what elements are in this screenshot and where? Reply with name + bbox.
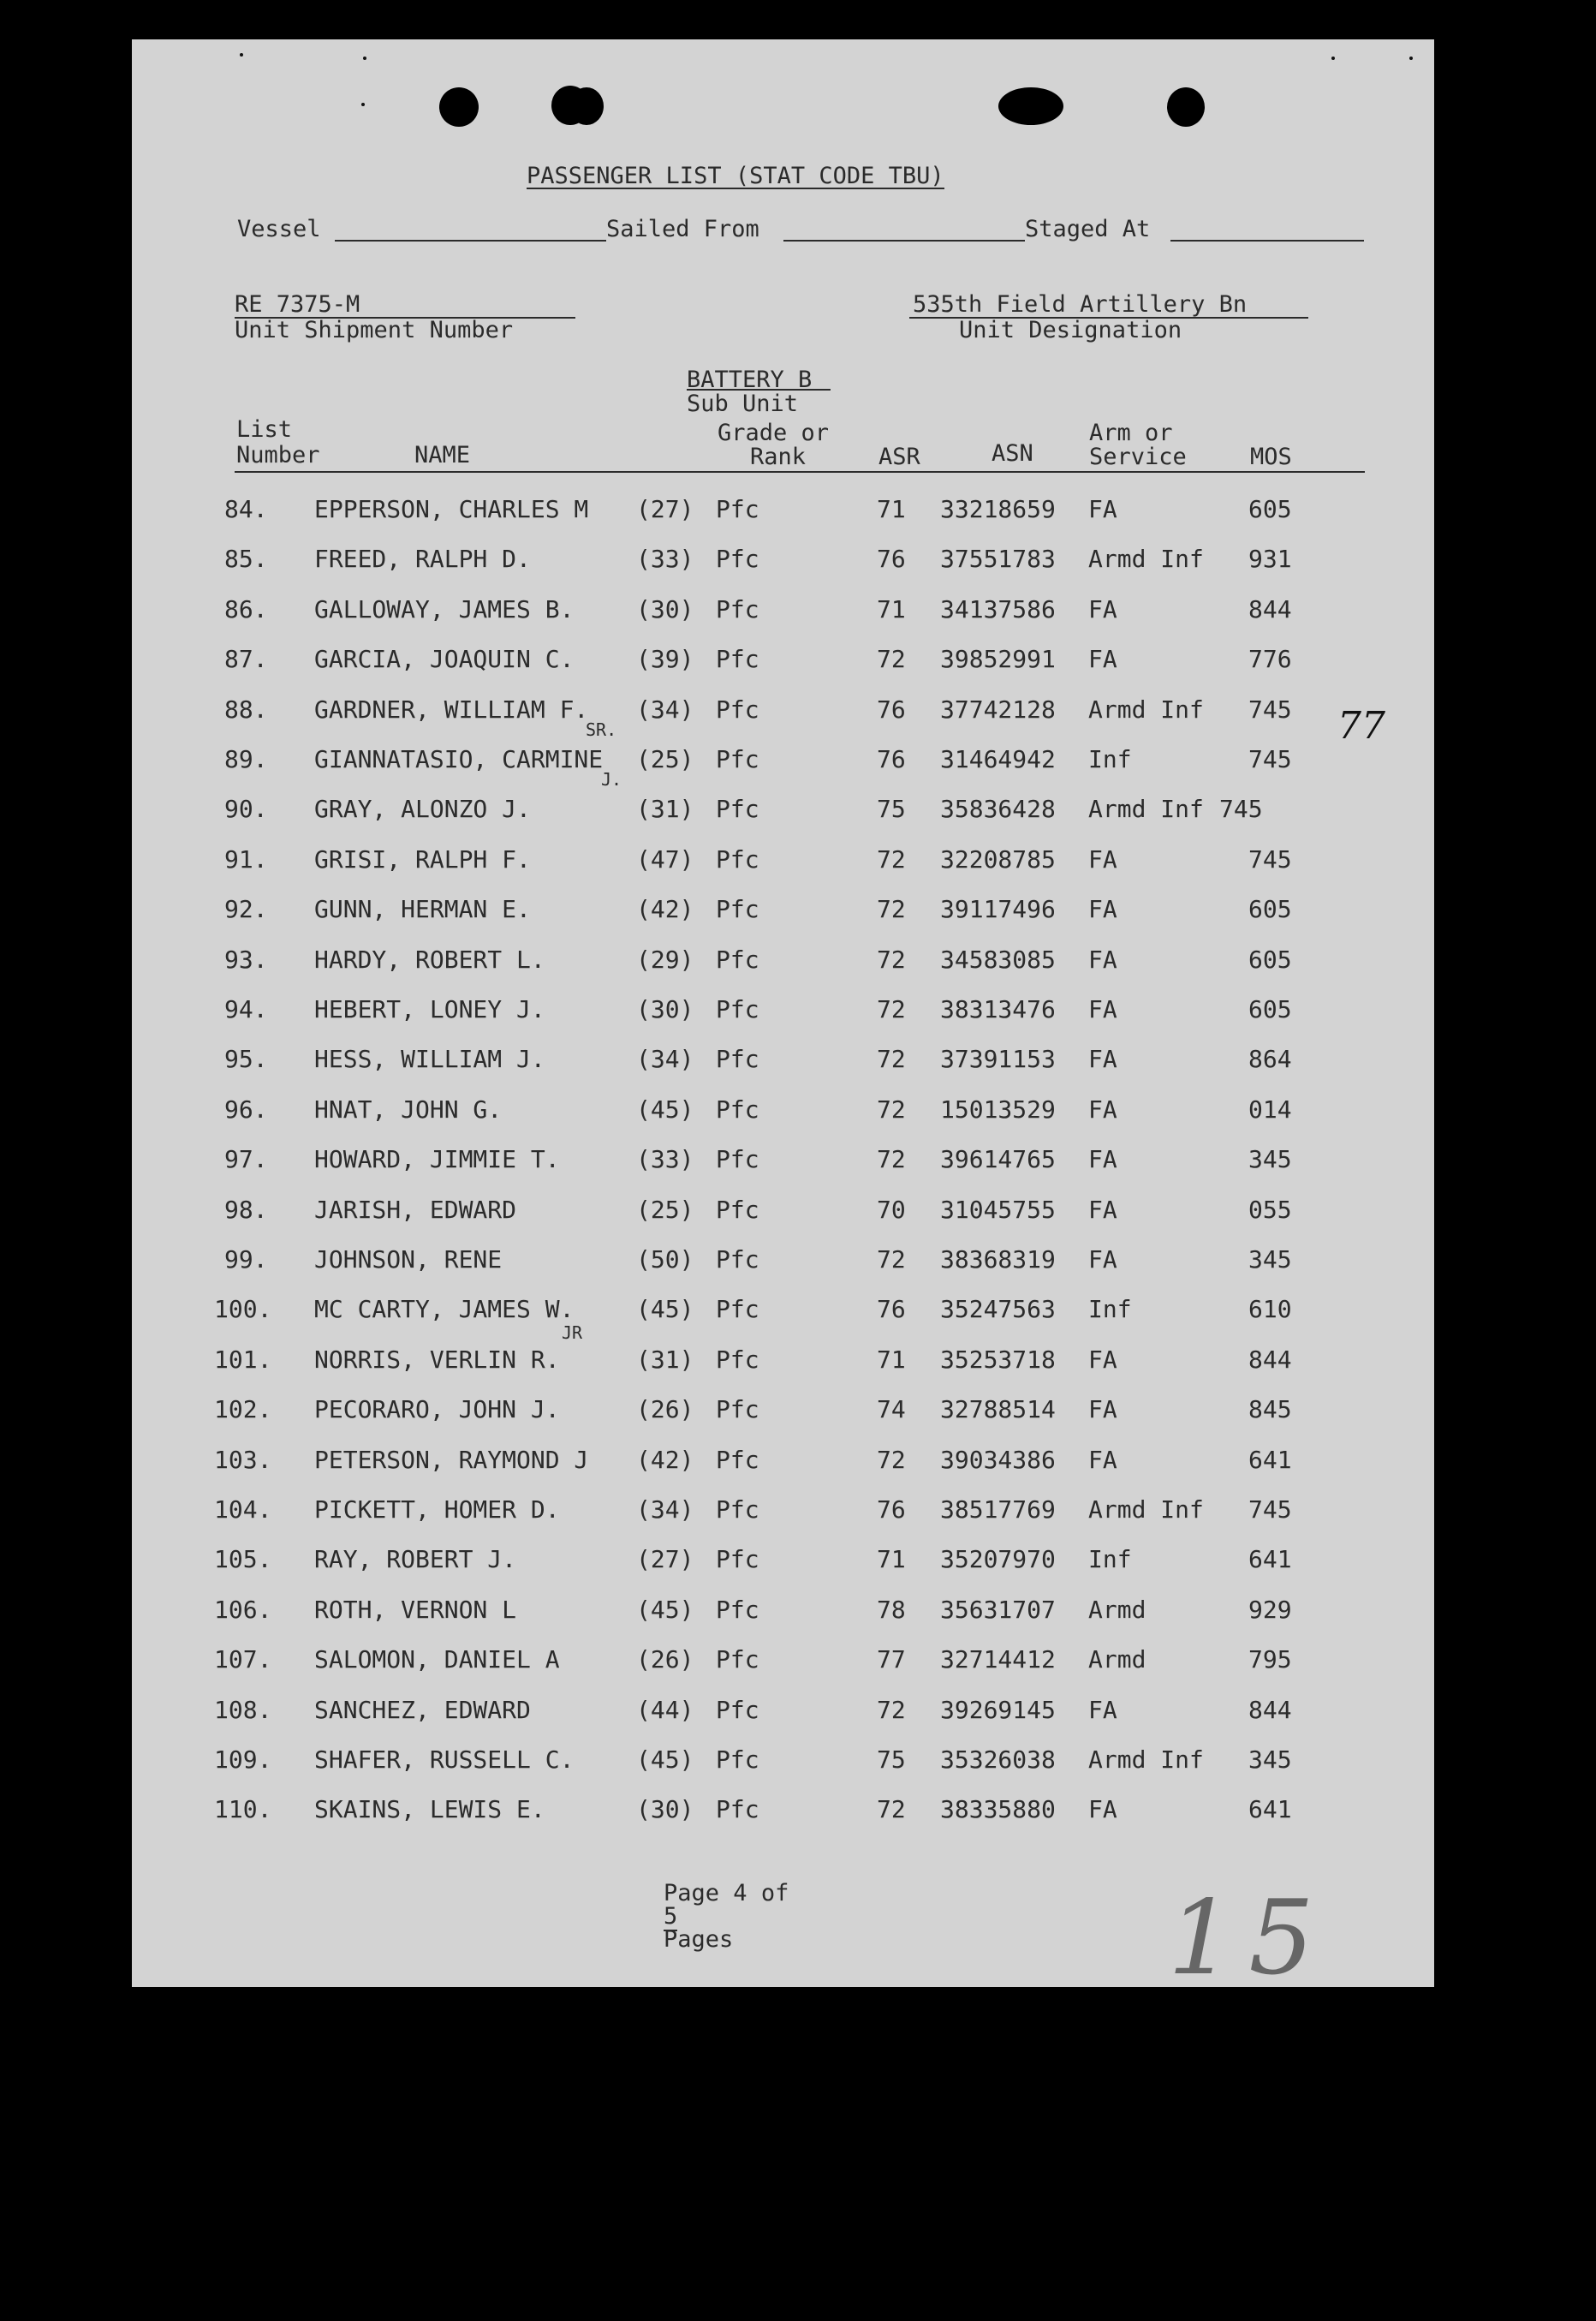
table-row [132, 745, 1434, 779]
passenger-name: EPPERSON, CHARLES M [314, 495, 589, 523]
asr: 76 [877, 1295, 906, 1324]
table-row [132, 1645, 1434, 1680]
asr: 72 [877, 1095, 906, 1124]
col-asr: ASR [878, 444, 920, 470]
col-name: NAME [414, 442, 471, 468]
grade: Pfc [716, 1345, 759, 1374]
col-rank: Rank [750, 444, 807, 470]
age: (45) [636, 1595, 694, 1624]
passenger-name: GRISI, RALPH F. [314, 844, 531, 874]
passenger-name: PICKETT, HOMER D. [314, 1495, 560, 1524]
arm-service: Inf [1088, 745, 1132, 773]
asr: 76 [877, 745, 906, 773]
mos: 776 [1248, 645, 1292, 674]
arm-service: FA [1088, 1345, 1117, 1374]
passenger-name: GUNN, HERMAN E. [314, 895, 531, 924]
arm-service: Armd Inf [1088, 795, 1204, 824]
table-row [132, 1045, 1434, 1079]
speck [363, 57, 366, 60]
arm-service: FA [1088, 1795, 1117, 1824]
grade: Pfc [716, 795, 759, 824]
vessel-blank [335, 240, 606, 242]
grade: Pfc [716, 1095, 759, 1124]
table-row [132, 946, 1434, 980]
name-suffix-jr: JR [562, 1322, 583, 1343]
arm-service: FA [1088, 594, 1117, 624]
list-number: 102. [214, 1395, 272, 1424]
col-service: Service [1089, 444, 1187, 470]
grade: Pfc [716, 1295, 759, 1324]
passenger-name: JARISH, EDWARD [314, 1195, 517, 1224]
list-number: 91. [224, 844, 268, 874]
table-row [132, 795, 1434, 829]
handwritten-page-number: 15 [1168, 1879, 1330, 1998]
mos: 605 [1248, 995, 1292, 1023]
asr: 78 [877, 1595, 906, 1624]
asn: 35836428 [940, 795, 1056, 824]
handwritten-margin-mark: 77 [1337, 704, 1385, 748]
age: (39) [636, 645, 694, 674]
page-total: 5 [664, 1903, 678, 1930]
asn: 31045755 [940, 1195, 1056, 1224]
asr: 72 [877, 1045, 906, 1074]
grade: Pfc [716, 1395, 759, 1424]
asr: 72 [877, 1695, 906, 1724]
asr: 72 [877, 645, 906, 674]
asn: 35207970 [940, 1545, 1056, 1574]
mos: 844 [1248, 1695, 1292, 1724]
list-number: 109. [214, 1745, 272, 1774]
passenger-name: FREED, RALPH D. [314, 545, 531, 574]
grade: Pfc [716, 844, 759, 874]
list-number: 101. [214, 1345, 272, 1374]
grade: Pfc [716, 1045, 759, 1074]
col-grade: Grade or [718, 420, 830, 446]
mos: 605 [1248, 895, 1292, 924]
mos: 845 [1248, 1395, 1292, 1424]
mos: 345 [1248, 1745, 1292, 1774]
speck [361, 103, 365, 106]
punch-hole [1167, 87, 1205, 127]
mos: 605 [1248, 945, 1292, 974]
sailed-from-label: Sailed From [606, 216, 759, 242]
asn: 35631707 [940, 1595, 1056, 1624]
mos: 929 [1248, 1595, 1292, 1624]
passenger-name: HESS, WILLIAM J. [314, 1045, 545, 1074]
list-number: 97. [224, 1145, 268, 1174]
mos: 844 [1248, 594, 1292, 624]
age: (42) [636, 1445, 694, 1474]
asn: 38335880 [940, 1795, 1056, 1824]
staged-at-label: Staged At [1025, 216, 1151, 242]
list-number: 107. [214, 1645, 272, 1674]
table-row [132, 1545, 1434, 1579]
header-rule [235, 471, 1365, 473]
list-number: 96. [224, 1095, 268, 1124]
arm-service: FA [1088, 1045, 1117, 1074]
asr: 72 [877, 844, 906, 874]
asr: 72 [877, 945, 906, 974]
speck [240, 53, 243, 57]
asr: 70 [877, 1195, 906, 1224]
list-number: 92. [224, 895, 268, 924]
table-row [132, 495, 1434, 529]
asn: 37391153 [940, 1045, 1056, 1074]
asr: 76 [877, 695, 906, 724]
asn: 32714412 [940, 1645, 1056, 1674]
list-number: 104. [214, 1495, 272, 1524]
arm-service: Armd [1088, 1645, 1146, 1674]
arm-service: Armd Inf [1088, 695, 1204, 724]
passenger-name: ROTH, VERNON L [314, 1595, 517, 1624]
asr: 71 [877, 594, 906, 624]
mos: 605 [1248, 495, 1292, 523]
list-number: 95. [224, 1045, 268, 1074]
document-title: PASSENGER LIST (STAT CODE TBU) [527, 163, 944, 189]
list-number: 90. [224, 795, 268, 824]
table-row [132, 1795, 1434, 1829]
asr: 76 [877, 1495, 906, 1524]
age: (33) [636, 545, 694, 574]
asr: 71 [877, 1545, 906, 1574]
grade: Pfc [716, 1645, 759, 1674]
asn: 39614765 [940, 1145, 1056, 1174]
age: (45) [636, 1745, 694, 1774]
arm-service: FA [1088, 995, 1117, 1023]
asn: 34583085 [940, 945, 1056, 974]
asn: 31464942 [940, 745, 1056, 773]
mos: 745 [1248, 695, 1292, 724]
arm-service: FA [1088, 1695, 1117, 1724]
age: (30) [636, 594, 694, 624]
name-suffix-sr: SR. [586, 719, 617, 740]
arm-service: FA [1088, 895, 1117, 924]
passenger-name: RAY, ROBERT J. [314, 1545, 517, 1574]
grade: Pfc [716, 1495, 759, 1524]
passenger-name: GIANNATASIO, CARMINE [314, 745, 604, 773]
passenger-name: GALLOWAY, JAMES B. [314, 594, 575, 624]
asn: 32788514 [940, 1395, 1056, 1424]
table-row [132, 645, 1434, 679]
age: (27) [636, 1545, 694, 1574]
asr: 72 [877, 1795, 906, 1824]
asr: 76 [877, 545, 906, 574]
asr: 72 [877, 895, 906, 924]
mos: 345 [1248, 1145, 1292, 1174]
passenger-name: HEBERT, LONEY J. [314, 995, 545, 1023]
mos: 931 [1248, 545, 1292, 574]
passenger-name: PECORARO, JOHN J. [314, 1395, 560, 1424]
grade: Pfc [716, 545, 759, 574]
asn: 38368319 [940, 1245, 1056, 1274]
passenger-name: HOWARD, JIMMIE T. [314, 1145, 560, 1174]
col-asn: ASN [992, 440, 1033, 467]
table-row [132, 1245, 1434, 1280]
arm-service: FA [1088, 1145, 1117, 1174]
arm-service: FA [1088, 1095, 1117, 1124]
asn: 37551783 [940, 545, 1056, 574]
arm-service: Armd [1088, 1595, 1146, 1624]
age: (34) [636, 1495, 694, 1524]
age: (31) [636, 795, 694, 824]
shipment-number-label: Unit Shipment Number [235, 317, 514, 343]
list-number: 88. [224, 695, 268, 724]
grade: Pfc [716, 695, 759, 724]
table-row [132, 595, 1434, 629]
table-row [132, 845, 1434, 880]
asr: 75 [877, 795, 906, 824]
list-number: 84. [224, 495, 268, 523]
passenger-name: MC CARTY, JAMES W. [314, 1295, 575, 1324]
arm-service: Armd Inf [1088, 1495, 1204, 1524]
list-number: 106. [214, 1595, 272, 1624]
arm-service: Armd Inf [1088, 545, 1204, 574]
asr: 72 [877, 1445, 906, 1474]
asn: 39269145 [940, 1695, 1056, 1724]
grade: Pfc [716, 1195, 759, 1224]
age: (25) [636, 745, 694, 773]
table-row [132, 1696, 1434, 1730]
col-mos: MOS [1250, 444, 1292, 470]
arm-service: Armd Inf [1088, 1745, 1204, 1774]
table-row [132, 1095, 1434, 1130]
asn: 32208785 [940, 844, 1056, 874]
table-row [132, 1745, 1434, 1780]
grade: Pfc [716, 1545, 759, 1574]
punch-hole [439, 87, 479, 127]
grade: Pfc [716, 495, 759, 523]
list-number: 98. [224, 1195, 268, 1224]
table-row [132, 995, 1434, 1029]
asr: 72 [877, 1245, 906, 1274]
asr: 75 [877, 1745, 906, 1774]
col-list: List [236, 416, 293, 443]
mos: 745 [1248, 745, 1292, 773]
asn: 37742128 [940, 695, 1056, 724]
age: (25) [636, 1195, 694, 1224]
asn: 34137586 [940, 594, 1056, 624]
grade: Pfc [716, 1245, 759, 1274]
mos: 864 [1248, 1045, 1292, 1074]
table-row [132, 695, 1434, 730]
arm-service: FA [1088, 1245, 1117, 1274]
asr: 72 [877, 1145, 906, 1174]
arm-service: Inf [1088, 1545, 1132, 1574]
speck [1331, 57, 1335, 60]
age: (33) [636, 1145, 694, 1174]
age: (50) [636, 1245, 694, 1274]
unit-designation-label: Unit Designation [959, 317, 1182, 343]
mos: 745 [1248, 1495, 1292, 1524]
mos: 641 [1248, 1795, 1292, 1824]
asn: 35326038 [940, 1745, 1056, 1774]
sub-unit: BATTERY B [687, 367, 813, 393]
age: (42) [636, 895, 694, 924]
grade: Pfc [716, 1145, 759, 1174]
mos: 844 [1248, 1345, 1292, 1374]
document-page [132, 39, 1434, 1998]
list-number: 110. [214, 1795, 272, 1824]
asn: 39117496 [940, 895, 1056, 924]
table-row [132, 1446, 1434, 1480]
age: (45) [636, 1295, 694, 1324]
age: (29) [636, 945, 694, 974]
asr: 71 [877, 1345, 906, 1374]
list-number: 86. [224, 594, 268, 624]
asn: 39034386 [940, 1445, 1056, 1474]
grade: Pfc [716, 945, 759, 974]
list-number: 85. [224, 545, 268, 574]
passenger-name: SKAINS, LEWIS E. [314, 1795, 545, 1824]
passenger-name: GARCIA, JOAQUIN C. [314, 645, 575, 674]
table-row [132, 1345, 1434, 1380]
page-footer [608, 1859, 789, 1974]
table-row [132, 1395, 1434, 1429]
asn: 35253718 [940, 1345, 1056, 1374]
passenger-name: JOHNSON, RENE [314, 1245, 503, 1274]
age: (26) [636, 1645, 694, 1674]
asn: 35247563 [940, 1295, 1056, 1324]
sailed-from-blank [783, 240, 1025, 242]
age: (47) [636, 844, 694, 874]
age: (34) [636, 695, 694, 724]
age: (30) [636, 995, 694, 1023]
list-number: 100. [214, 1295, 272, 1324]
table-row [132, 1596, 1434, 1630]
page-prefix: Page 4 of [664, 1880, 789, 1906]
asn: 38517769 [940, 1495, 1056, 1524]
mos: 345 [1248, 1245, 1292, 1274]
speck [1409, 57, 1413, 60]
grade: Pfc [716, 1595, 759, 1624]
passenger-name: HARDY, ROBERT L. [314, 945, 545, 974]
passenger-name: PETERSON, RAYMOND J [314, 1445, 589, 1474]
mos: 745 [1248, 844, 1292, 874]
grade: Pfc [716, 895, 759, 924]
age: (44) [636, 1695, 694, 1724]
table-row [132, 1295, 1434, 1329]
list-number: 103. [214, 1445, 272, 1474]
passenger-name: SALOMON, DANIEL A [314, 1645, 560, 1674]
unit-designation: 535th Field Artillery Bn [913, 291, 1248, 318]
grade: Pfc [716, 995, 759, 1023]
asn: 15013529 [940, 1095, 1056, 1124]
mos: 055 [1248, 1195, 1292, 1224]
staged-at-blank [1170, 240, 1364, 242]
list-number: 89. [224, 745, 268, 773]
arm-service: FA [1088, 645, 1117, 674]
table-row [132, 895, 1434, 929]
passenger-name: SHAFER, RUSSELL C. [314, 1745, 575, 1774]
punch-hole [998, 87, 1063, 125]
table-row [132, 1145, 1434, 1179]
age: (45) [636, 1095, 694, 1124]
passenger-name: SANCHEZ, EDWARD [314, 1695, 531, 1724]
arm-service: FA [1088, 1445, 1117, 1474]
asr: 77 [877, 1645, 906, 1674]
name-suffix-j: J. [601, 769, 622, 790]
table-row [132, 545, 1434, 579]
table-row [132, 1495, 1434, 1530]
vessel-label: Vessel [237, 216, 321, 242]
grade: Pfc [716, 645, 759, 674]
arm-service: FA [1088, 495, 1117, 523]
arm-service: Inf [1088, 1295, 1132, 1324]
list-number: 87. [224, 645, 268, 674]
age: (26) [636, 1395, 694, 1424]
age: (31) [636, 1345, 694, 1374]
page-suffix: Pages [664, 1926, 734, 1953]
arm-service: FA [1088, 945, 1117, 974]
list-number: 94. [224, 995, 268, 1023]
asn: 38313476 [940, 995, 1056, 1023]
arm-service: FA [1088, 1195, 1117, 1224]
grade: Pfc [716, 594, 759, 624]
list-number: 99. [224, 1245, 268, 1274]
grade: Pfc [716, 1445, 759, 1474]
sub-unit-label: Sub Unit [687, 391, 799, 417]
asr: 74 [877, 1395, 906, 1424]
mos: 014 [1248, 1095, 1292, 1124]
asr: 72 [877, 995, 906, 1023]
grade: Pfc [716, 1695, 759, 1724]
table-row [132, 1196, 1434, 1230]
col-number: Number [236, 442, 320, 468]
mos: 745 [1219, 795, 1263, 824]
list-number: 105. [214, 1545, 272, 1574]
mos: 641 [1248, 1545, 1292, 1574]
list-number: 108. [214, 1695, 272, 1724]
passenger-name: NORRIS, VERLIN R. [314, 1345, 560, 1374]
passenger-name: GARDNER, WILLIAM F. [314, 695, 589, 724]
passenger-name: HNAT, JOHN G. [314, 1095, 503, 1124]
mos: 795 [1248, 1645, 1292, 1674]
shipment-number: RE 7375-M [235, 291, 360, 318]
punch-hole [569, 87, 604, 125]
age: (27) [636, 495, 694, 523]
mos: 641 [1248, 1445, 1292, 1474]
asn: 33218659 [940, 495, 1056, 523]
arm-service: FA [1088, 844, 1117, 874]
grade: Pfc [716, 1795, 759, 1824]
col-arm-or: Arm or [1089, 420, 1173, 446]
arm-service: FA [1088, 1395, 1117, 1424]
grade: Pfc [716, 1745, 759, 1774]
age: (34) [636, 1045, 694, 1074]
passenger-name: GRAY, ALONZO J. [314, 795, 531, 824]
grade: Pfc [716, 745, 759, 773]
age: (30) [636, 1795, 694, 1824]
asr: 71 [877, 495, 906, 523]
asn: 39852991 [940, 645, 1056, 674]
mos: 610 [1248, 1295, 1292, 1324]
list-number: 93. [224, 945, 268, 974]
